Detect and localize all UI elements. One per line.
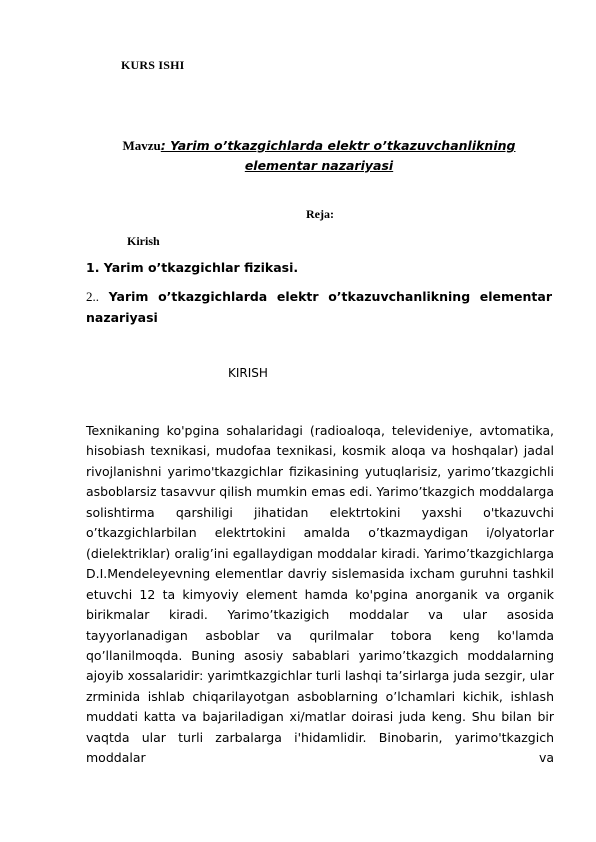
topic-label: Mavzu	[122, 138, 161, 153]
plan-item-2-text: Yarim o’tkazgichlarda elektr o’tkazuvchanlikning elementar nazariyasi	[86, 289, 552, 325]
topic-title: : Yarim o’tkazgichlarda elektr o’tkazuvchanlikning elementar nazariyasi	[160, 138, 516, 173]
topic-heading	[86, 136, 552, 176]
plan-item-intro: Kirish	[127, 234, 160, 248]
plan-item-1: 1. Yarim o’tkazgichlar fizikasi.	[86, 260, 299, 275]
plan-item-2	[86, 286, 552, 328]
plan-heading: Reja:	[306, 207, 334, 221]
plan-item-2-number: 2..	[86, 289, 99, 304]
course-work-label: KURS ISHI	[121, 58, 185, 72]
intro-paragraph: Texnikaning ko'pgina sohalaridagi (radioaloqa, televideniye, avtomatika, hisobiash texnikasi, mudofaa texnikasi, kosmik aloqa va hoshqalar) jadal rivojlanishni yarimo'tkazgichlar fizikasining yutuqlarisiz, yarimo’tkazgichli asboblarsiz tasavvur qilish mumkin emas edi. Yarimo’tkazgich moddalarga solishtirma qarshiligi jihatidan elektrtokini yaxshi o'tkazuvchi o’tkazgichlarbilan elektrtokini amalda o’tkazmaydigan i/olyatorlar (dielektriklar) oralig’ini egallaydigan moddalar kiradi. Yarimo’tkazgichlarga D.I.Mendeleyevning elementlar davriy sislemasida ixcham guruhni tashkil etuvchi 12 ta kimyoviy element hamda ko'pgina anorganik va organik birikmalar kiradi. Yarimo’tkazigich moddalar va ular asosida tayyorlanadigan asboblar va qurilmalar tobora keng ko'lamda qo’llanilmoqda. Buning asosiy sabablari yarimo’tkazgich moddalarning ajoyib xossalaridir: yarimtkazgichlar turli lashqi ta’sirlarga juda sezgir, ular zrminida ishlab chiqarilayotgan asboblarning o’lchamlari kichik, ishlash muddati katta va bajariladigan xi/matlar doirasi juda keng. Shu bilan bir vaqtda ular turli zarbalarga i'hidamlidir. Binobarin, yarimo'tkazgich moddalar va	[86, 423, 554, 766]
section-title: KIRISH	[228, 366, 268, 380]
